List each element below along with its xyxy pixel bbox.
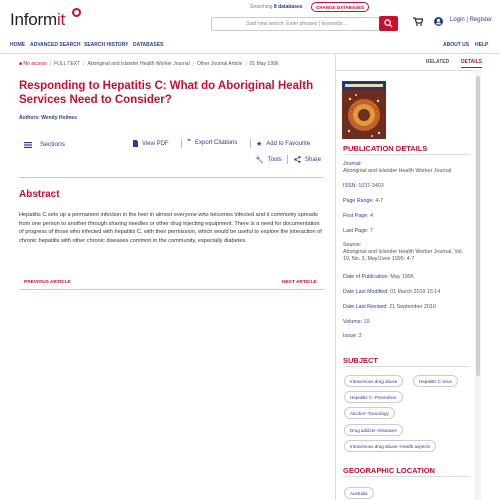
share-label: Share <box>305 156 322 163</box>
add-favourite-label: Add to Favourite <box>266 141 311 147</box>
issue-value: 3 <box>358 333 362 339</box>
nav-help[interactable]: HELP <box>475 42 489 48</box>
sections-button[interactable] <box>24 141 65 148</box>
nav-home[interactable]: HOME <box>10 42 25 48</box>
issn-label: ISSN: <box>343 183 357 189</box>
list-icon <box>24 142 32 148</box>
detail-issue <box>343 333 470 340</box>
journal-cover-art <box>342 81 386 139</box>
share-icon <box>294 156 301 163</box>
journal-link[interactable]: Aboriginal and Islander Health Worker Journal <box>87 61 190 67</box>
site-header <box>0 0 500 38</box>
sections-label: Sections <box>40 141 65 148</box>
main-nav <box>0 38 500 54</box>
last-page-value: 7 <box>369 228 373 234</box>
toolbar-divider <box>181 139 182 148</box>
share-button[interactable] <box>294 156 321 163</box>
view-pdf-label: View PDF <box>142 140 169 147</box>
nav-advanced-search[interactable]: ADVANCED SEARCH <box>30 42 81 48</box>
toolbar-divider <box>250 139 251 148</box>
detail-last-modified <box>343 289 470 296</box>
pub-date-value: May 1996 <box>390 274 414 280</box>
pagination-divider <box>19 289 324 290</box>
user-icon[interactable] <box>434 17 443 26</box>
journal-label: Journal: <box>343 161 362 167</box>
logo-ring-icon <box>72 8 81 17</box>
volume-value: 19 <box>363 319 370 325</box>
abstract-text: Hepatitis C sets up a permanent infection in the liver in almost everyone who becomes infected and it commonly spreads from one person to another through sharing needles or other drug injecting equipment. There is a need for documentation of progress of those who infected with hepatitis C, with their permission, which would be useful to explore the interaction of chronic hepatitis with other chronic diseases common in the community, especially diabetes. <box>19 212 322 244</box>
location-tag[interactable]: Australia <box>344 487 374 499</box>
quote-icon: ” <box>187 138 191 147</box>
change-databases-button[interactable]: CHANGE DATABASES <box>311 2 369 12</box>
abstract-heading: Abstract <box>19 189 60 200</box>
detail-volume <box>343 319 470 326</box>
tab-underline <box>336 70 476 71</box>
search-icon <box>384 19 393 28</box>
page-range-label: Page Range: <box>343 198 374 204</box>
informit-logo[interactable] <box>10 10 65 30</box>
page-range-value: 4-7 <box>375 198 384 204</box>
tools-button[interactable] <box>255 156 282 164</box>
revised-value: 21 September 2010 <box>389 304 436 310</box>
heading-underline <box>343 154 470 155</box>
detail-first-page <box>343 213 470 220</box>
searching-label: Searching <box>250 4 273 10</box>
subject-heading: SUBJECT <box>343 356 379 365</box>
article-meta-breadcrumb: ■ No access | FULL TEXT | Aboriginal and Islander Health Worker Journal | Other Journal Article | 01 May 1996 <box>19 61 279 67</box>
issue-label: Issue: <box>343 333 358 339</box>
heading-underline <box>343 476 470 477</box>
subject-tag[interactable]: Hepatitis C virus <box>413 375 458 387</box>
geographic-location-heading: GEOGRAPHIC LOCATION <box>343 466 435 475</box>
previous-article-link[interactable]: PREVIOUS ARTICLE <box>24 280 71 285</box>
pub-date-label: Date of Publication: <box>343 274 389 280</box>
databases-count[interactable]: 8 databases <box>273 4 303 10</box>
next-article-link[interactable]: NEXT ARTICLE <box>282 280 317 285</box>
detail-page-range <box>343 198 470 205</box>
source-label: Source: <box>343 242 362 248</box>
modified-label: Date Last Modified: <box>343 289 389 295</box>
last-page-label: Last Page: <box>343 228 369 234</box>
first-page-value: 4 <box>370 213 374 219</box>
heading-underline <box>343 366 470 367</box>
nav-search-history[interactable]: SEARCH HISTORY <box>84 42 129 48</box>
subject-tag[interactable]: Hepatitis C--Prevention <box>344 391 403 403</box>
export-citations-label: Export Citations <box>195 140 238 146</box>
detail-issn <box>343 183 470 190</box>
panel-scrollbar-thumb[interactable] <box>476 76 480 376</box>
tab-related[interactable]: RELATED <box>426 59 450 65</box>
detail-publication-date <box>343 274 470 281</box>
subject-tag[interactable]: Intravenous drug abuse--Health aspects <box>344 440 436 452</box>
subject-tag[interactable]: Alcohol--Toxicology <box>344 407 395 419</box>
wrench-icon: 🔧 <box>255 157 264 164</box>
article-title: Responding to Hepatitis C: What do Aboriginal Health Services Need to Consider? <box>19 80 314 106</box>
detail-last-page <box>343 228 470 235</box>
publication-details-heading: PUBLICATION DETAILS <box>343 144 428 153</box>
detail-source <box>343 242 470 263</box>
toolbar-divider <box>287 155 288 164</box>
logo-accent-text: it <box>56 10 66 29</box>
subject-tag[interactable]: Drug addicts--Diseases <box>344 424 403 436</box>
authors[interactable]: Authors: Wendy Holmes <box>19 115 77 121</box>
journal-cover-image <box>342 81 386 139</box>
cart-icon[interactable] <box>413 17 423 26</box>
publication-date: 01 May 1996 <box>249 61 279 67</box>
subject-tag[interactable]: Intravenous drug abuse <box>344 375 403 387</box>
star-icon: ★ <box>256 141 263 148</box>
nav-databases[interactable]: DATABASES <box>133 42 164 48</box>
tools-label: Tools <box>267 157 282 163</box>
fulltext-label: FULL TEXT <box>54 61 81 67</box>
logo-text: Inform <box>10 10 57 29</box>
tab-details[interactable]: DETAILS <box>461 59 482 68</box>
add-favourite-button[interactable] <box>256 140 310 148</box>
document-icon <box>133 140 138 147</box>
modified-value: 01 March 2019 15:14 <box>390 289 441 295</box>
search-input[interactable]: Start new search. Enter phrases | keywords ... <box>211 17 379 31</box>
revised-label: Date Last Revised: <box>343 304 388 310</box>
issn-value: 1037-3403 <box>358 183 384 189</box>
export-citations-button[interactable] <box>187 140 237 146</box>
source-value: Aboriginal and Islander Health Worker Journal, Vol. 19, No. 3, May/June 1995: 4-7 <box>343 249 464 262</box>
first-page-label: First Page: <box>343 213 369 219</box>
searching-status <box>250 4 303 10</box>
access-status: No access <box>23 61 47 67</box>
volume-label: Volume: <box>343 319 363 325</box>
article-type: Other Journal Article <box>197 61 243 67</box>
search-button[interactable] <box>379 16 398 31</box>
content-divider <box>19 177 324 178</box>
detail-journal <box>343 161 470 175</box>
journal-value: Aboriginal and Islander Health Worker Journal <box>343 168 452 174</box>
lock-icon: ■ <box>19 61 23 67</box>
nav-about-us[interactable]: ABOUT US <box>443 42 470 48</box>
login-register-link[interactable]: Login | Register <box>450 17 492 23</box>
detail-last-revised <box>343 304 470 311</box>
view-pdf-button[interactable] <box>133 140 169 147</box>
